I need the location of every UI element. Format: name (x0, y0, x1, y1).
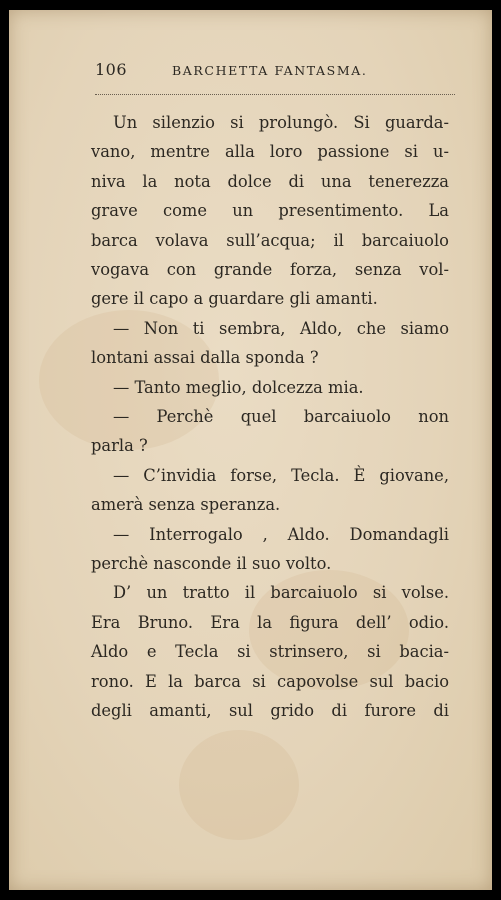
text-line: Aldo e Tecla si strinsero, si bacia- (91, 642, 449, 662)
text-line: — C’invidia forse, Tecla. È giovane, (113, 465, 449, 485)
text-line: lontani assai dalla sponda ? (91, 348, 319, 368)
text-line: — Tanto meglio, dolcezza mia. (113, 377, 364, 397)
text-line: D’ un tratto il barcaiuolo si volse. (113, 583, 449, 603)
text-line: gere il capo a guardare gli amanti. (91, 289, 378, 309)
header-rule (95, 94, 455, 95)
text-line: — Perchè quel barcaiuolo non (113, 407, 449, 426)
text-line: Era Bruno. Era la figura dell’ odio. (91, 612, 449, 632)
page-number: 106 (95, 60, 128, 79)
text-line: barca volava sull’acqua; il barcaiuolo (91, 230, 449, 250)
running-title: BARCHETTA FANTASMA. (172, 63, 368, 78)
text-line: rono. E la barca si capovolse sul bacio (91, 671, 449, 691)
text-line: amerà senza speranza. (91, 495, 281, 515)
text-line: — Interrogalo , Aldo. Domandagli (113, 524, 449, 544)
text-line: Un silenzio si prolungò. Si guarda- (113, 113, 449, 132)
text-line: niva la nota dolce di una tenerezza (91, 171, 449, 191)
text-line: parla ? (91, 436, 148, 456)
text-line: vano, mentre alla loro passione si u- (91, 142, 449, 162)
text-line: vogava con grande forza, senza vol- (91, 260, 449, 279)
running-head (95, 60, 455, 90)
text-line: — Non ti sembra, Aldo, che siamo (113, 318, 449, 338)
book-page (9, 10, 492, 890)
text-line: perchè nasconde il suo volto. (91, 554, 332, 573)
text-line: degli amanti, sul grido di furore di (91, 701, 449, 720)
text-line: grave come un presentimento. La (91, 201, 449, 221)
paper-stain (179, 730, 299, 840)
